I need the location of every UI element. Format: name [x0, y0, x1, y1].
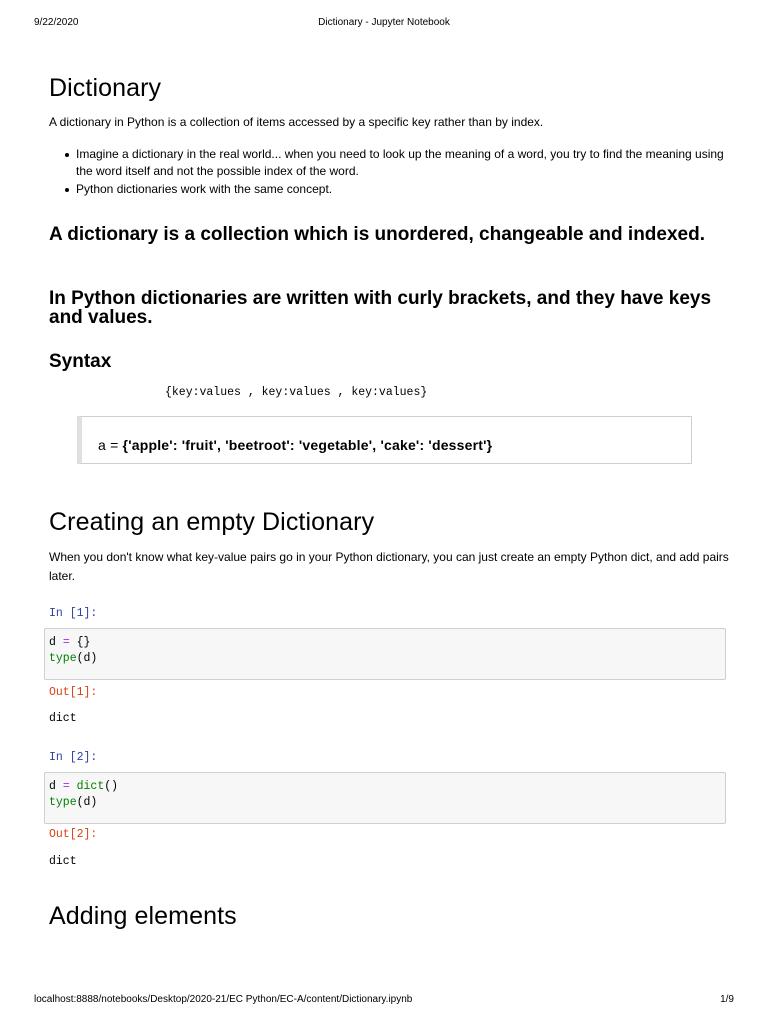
print-title: Dictionary - Jupyter Notebook — [318, 17, 450, 28]
print-url: localhost:8888/notebooks/Desktop/2020-21/EC Python/EC-A/content/Dictionary.ipynb — [34, 994, 413, 1005]
cell-output-1: dict — [49, 712, 77, 725]
heading-dictionary: Dictionary — [49, 74, 162, 102]
heading-syntax: Syntax — [49, 351, 112, 372]
subheading-curly-brackets: In Python dictionaries are written with curly brackets, and they have keys and values. — [49, 288, 712, 328]
example-blockquote — [77, 416, 692, 464]
intro-paragraph: A dictionary in Python is a collection of items accessed by a specific key rather than by index. — [49, 115, 544, 129]
example-value: {'apple': 'fruit', 'beetroot': 'vegetable', 'cake': 'dessert'} — [122, 437, 493, 453]
subheading-unordered: A dictionary is a collection which is unordered, changeable and indexed. — [49, 224, 706, 245]
syntax-code: {key:values , key:values , key:values} — [165, 386, 428, 399]
cell-output-2: dict — [49, 855, 77, 868]
bullet-item: Python dictionaries work with the same concept. — [76, 181, 736, 198]
intro-bullet-list — [76, 146, 736, 199]
in-prompt-1: In [1]: — [49, 607, 98, 620]
code-line: type(d) — [49, 796, 98, 809]
heading-empty-dictionary: Creating an empty Dictionary — [49, 508, 375, 536]
page-number: 1/9 — [720, 994, 734, 1005]
code-line: d = {} — [49, 636, 91, 649]
example-prefix: a = — [98, 437, 123, 453]
print-footer — [0, 994, 768, 1008]
out-prompt-2: Out[2]: — [49, 828, 98, 841]
bullet-item: Imagine a dictionary in the real world... when you need to look up the meaning of a word, you try to find the meaning using the word itself and not the possible index of the word. — [76, 146, 736, 180]
print-header — [0, 17, 768, 31]
in-prompt-2: In [2]: — [49, 751, 98, 764]
empty-intro-paragraph: When you don't know what key-value pairs go in your Python dictionary, you can just create an empty Python dict, and add pairs later. — [49, 550, 729, 583]
code-cell-1[interactable] — [44, 628, 726, 680]
code-line: type(d) — [49, 652, 98, 665]
out-prompt-1: Out[1]: — [49, 686, 98, 699]
heading-adding-elements: Adding elements — [49, 902, 237, 930]
code-cell-2[interactable] — [44, 772, 726, 824]
example-text — [98, 437, 492, 453]
code-line: d = dict() — [49, 780, 119, 793]
print-date: 9/22/2020 — [34, 17, 79, 28]
